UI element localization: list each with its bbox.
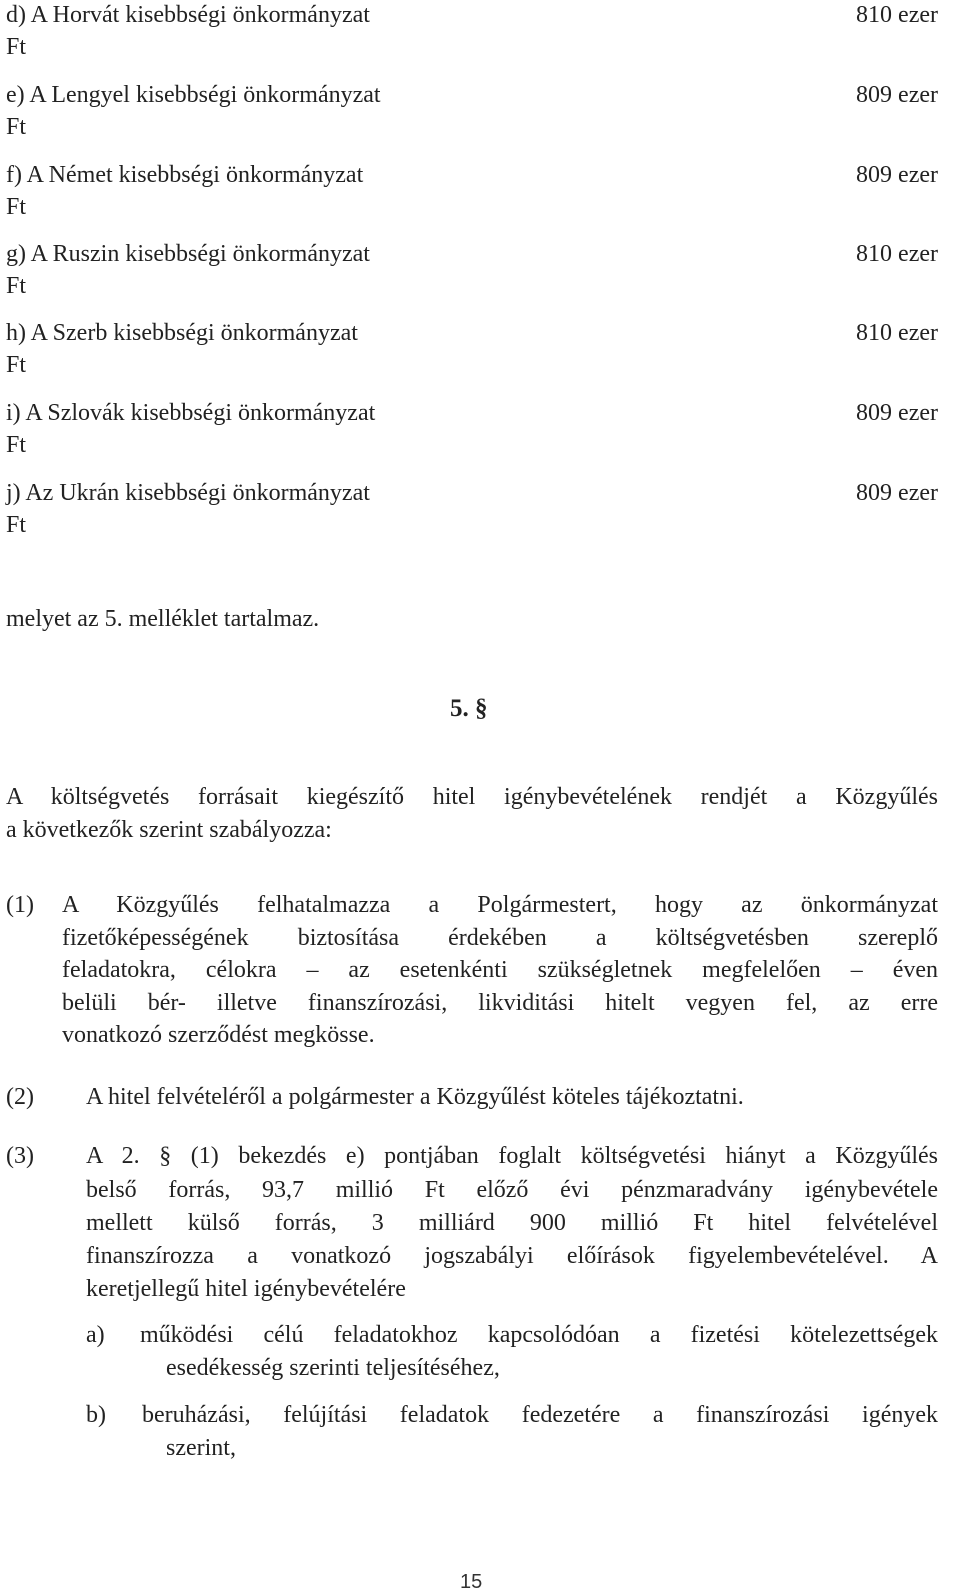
item-label: i) A Szlovák kisebbségi önkormányzat (6, 400, 376, 426)
annex-sentence: melyet az 5. melléklet tartalmaz. (6, 606, 320, 632)
item-unit: Ft (6, 194, 27, 220)
item-unit: Ft (6, 34, 27, 60)
item-label: g) A Ruszin kisebbségi önkormányzat (6, 241, 370, 267)
sub-item-marker: b) (86, 1402, 106, 1428)
item-amount: 810 ezer (856, 2, 938, 28)
paragraph-line: keretjellegű hitel igénybevételére (86, 1276, 406, 1302)
intro-line: a következők szerint szabályozza: (6, 817, 332, 843)
intro-line: A költségvetés forrásait kiegészítő hitel igénybevételének rendjét a Közgyűlés (6, 784, 938, 810)
paragraph-line: mellett külső forrás, 3 milliárd 900 millió Ft hitel felvételével (86, 1210, 938, 1236)
paragraph-line: vonatkozó szerződést megkösse. (62, 1022, 375, 1048)
sub-item-line: beruházási, felújítási feladatok fedezetére a finanszírozási igények (142, 1402, 938, 1428)
paragraph-line: A hitel felvételéről a polgármester a Közgyűlést köteles tájékoztatni. (86, 1084, 744, 1110)
item-label: e) A Lengyel kisebbségi önkormányzat (6, 82, 381, 108)
item-unit: Ft (6, 512, 27, 538)
item-label: d) A Horvát kisebbségi önkormányzat (6, 2, 370, 28)
item-label: f) A Német kisebbségi önkormányzat (6, 162, 364, 188)
paragraph-number: (2) (6, 1084, 34, 1110)
item-amount: 809 ezer (856, 480, 938, 506)
sub-item-line: működési célú feladatokhoz kapcsolódóan a fizetési kötelezettségek (140, 1322, 938, 1348)
sub-item-marker: a) (86, 1322, 105, 1348)
item-unit: Ft (6, 432, 27, 458)
section-heading: 5. § (450, 695, 488, 722)
item-amount: 810 ezer (856, 241, 938, 267)
sub-item-line: esedékesség szerinti teljesítéséhez, (166, 1355, 500, 1381)
item-label: h) A Szerb kisebbségi önkormányzat (6, 320, 358, 346)
paragraph-line: A Közgyűlés felhatalmazza a Polgármestert, hogy az önkormányzat (62, 892, 938, 918)
item-unit: Ft (6, 273, 27, 299)
sub-item-line: szerint, (166, 1435, 236, 1461)
item-amount: 809 ezer (856, 400, 938, 426)
paragraph-line: belüli bér- illetve finanszírozási, likviditási hitelt vegyen fel, az erre (62, 990, 938, 1016)
paragraph-line: feladatokra, célokra – az esetenkénti szükségletnek megfelelően – éven (62, 957, 938, 983)
item-unit: Ft (6, 352, 27, 378)
page-number: 15 (460, 1571, 483, 1593)
paragraph-line: A 2. § (1) bekezdés e) pontjában foglalt költségvetési hiányt a Közgyűlés (86, 1143, 938, 1169)
paragraph-number: (3) (6, 1143, 34, 1169)
item-amount: 809 ezer (856, 82, 938, 108)
item-amount: 810 ezer (856, 320, 938, 346)
paragraph-number: (1) (6, 892, 34, 918)
item-unit: Ft (6, 114, 27, 140)
paragraph-line: fizetőképességének biztosítása érdekében a költségvetésben szereplő (62, 925, 938, 951)
item-label: j) Az Ukrán kisebbségi önkormányzat (6, 480, 370, 506)
paragraph-line: finanszírozza a vonatkozó jogszabályi előírások figyelembevételével. A (86, 1243, 938, 1269)
item-amount: 809 ezer (856, 162, 938, 188)
paragraph-line: belső forrás, 93,7 millió Ft előző évi pénzmaradvány igénybevétele (86, 1177, 938, 1203)
